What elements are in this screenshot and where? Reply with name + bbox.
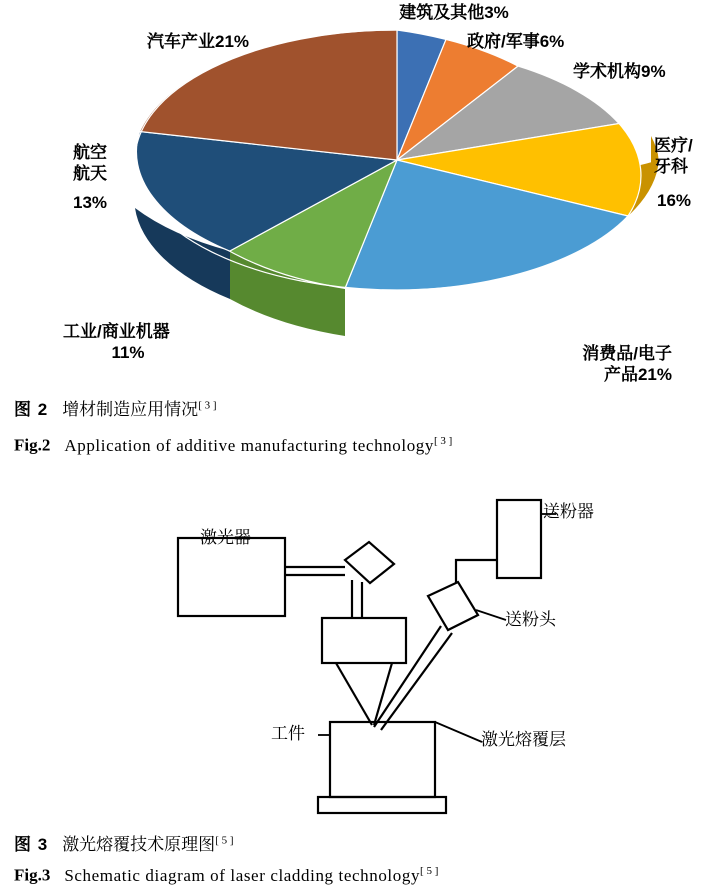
figure-2-title-cn: 增材制造应用情况	[62, 400, 199, 419]
figure-3-schematic	[0, 490, 723, 820]
figure-2-caption-en	[14, 435, 452, 456]
focusing-unit-box	[322, 618, 406, 663]
figure-3-number-en: Fig.3	[14, 865, 51, 885]
figure-3-ref-cn: [ 5 ]	[215, 834, 234, 847]
figure-2-pie-chart: 建筑及其他3% 政府/军事6% 学术机构9% 医疗/ 牙科 16% 消费品/电子 产品21% 工业/商业机器 11% 航空 航天 13% 汽车产业21%	[0, 0, 723, 395]
figure-3-title-cn: 激光熔覆技术原理图	[62, 835, 216, 854]
figure-3-caption-cn	[14, 830, 234, 855]
figure-3-title-en: Schematic diagram of laser cladding technology	[64, 865, 421, 885]
figure-2-ref-en: [ 3 ]	[434, 435, 453, 447]
figure-2-title-en: Application of additive manufacturing technology	[64, 435, 435, 455]
figure-2-number-en: Fig.2	[14, 435, 51, 455]
label-laser-source: 激光器	[200, 528, 251, 547]
label-powder-head: 送粉头	[505, 610, 556, 629]
label-clad-layer: 激光熔覆层	[481, 730, 566, 749]
pie-label-academic: 学术机构9%	[573, 62, 666, 81]
figure-3-ref-en: [ 5 ]	[420, 865, 439, 877]
label-powder-feeder: 送粉器	[543, 502, 594, 521]
figure-3-number-cn: 图 3	[14, 835, 49, 854]
pie-label-automotive: 汽车产业21%	[147, 32, 250, 51]
pie-label-government: 政府/军事6%	[467, 32, 565, 51]
pie-label-construction: 建筑及其他3%	[399, 3, 509, 22]
figure-3-caption-en	[14, 865, 438, 886]
workpiece-box	[330, 722, 435, 797]
mirror	[345, 542, 394, 583]
label-workpiece: 工件	[271, 724, 305, 743]
schematic-graphic	[0, 490, 723, 820]
figure-2-caption-cn	[14, 395, 217, 420]
figure-2-ref-cn: [ 3 ]	[198, 399, 217, 412]
powder-head	[428, 582, 478, 630]
laser-source-box	[178, 538, 285, 616]
figure-2-number-cn: 图 2	[14, 400, 49, 419]
powder-feeder-box	[497, 500, 541, 578]
base-plate	[318, 797, 446, 813]
